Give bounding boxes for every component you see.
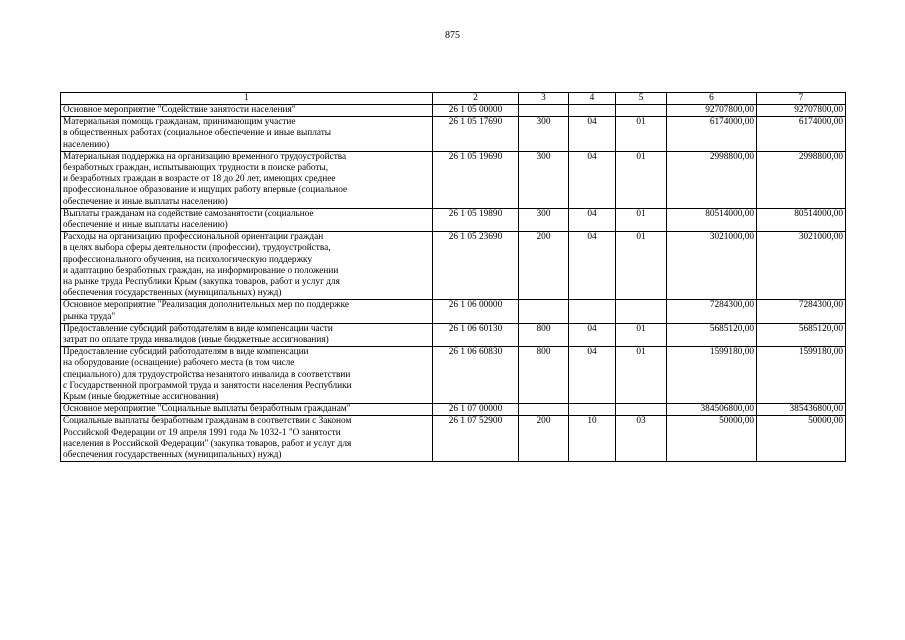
subsection-cell: 01: [616, 323, 667, 346]
section-cell: 10: [569, 416, 616, 462]
table-row: [61, 208, 846, 231]
column-header-7: 7: [757, 93, 846, 105]
subsection-cell: 03: [616, 416, 667, 462]
amount-year2-cell: 6174000,00: [757, 117, 846, 152]
subsection-cell: 01: [616, 232, 667, 300]
target-code-cell: 26 1 05 00000: [433, 105, 519, 117]
amount-year1-cell: 92707800,00: [667, 105, 757, 117]
column-header-6: 6: [667, 93, 757, 105]
page-number: 875: [445, 30, 460, 41]
column-header-1: 1: [61, 93, 433, 105]
expense-name-cell: Расходы на организацию профессиональной ориентации граждан в целях выбора сферы деятельности (профессии), трудоустройства, профессионального обучения, на психологическую поддержку и адаптацию безработных граждан, на информирование о положении на рынке труда Республики Крым (закупка товаров, работ и услуг для обеспечения государственных (муниципальных) нужд): [61, 232, 433, 300]
amount-year2-cell: 3021000,00: [757, 232, 846, 300]
section-cell: 04: [569, 117, 616, 152]
expense-name-cell: Основное мероприятие "Социальные выплаты безработным гражданам": [61, 404, 433, 416]
column-header-3: 3: [519, 93, 569, 105]
section-cell: [569, 404, 616, 416]
table-row: [61, 416, 846, 462]
target-code-cell: 26 1 07 52900: [433, 416, 519, 462]
target-code-cell: 26 1 06 60830: [433, 347, 519, 404]
amount-year1-cell: 384506800,00: [667, 404, 757, 416]
subsection-cell: [616, 404, 667, 416]
amount-year2-cell: 385436800,00: [757, 404, 846, 416]
expense-name-cell: Материальная помощь гражданам, принимающим участие в общественных работах (социальное обеспечение и иные выплаты населению): [61, 117, 433, 152]
amount-year1-cell: 50000,00: [667, 416, 757, 462]
target-code-cell: 26 1 06 00000: [433, 300, 519, 323]
amount-year2-cell: 50000,00: [757, 416, 846, 462]
expense-type-cell: 300: [519, 117, 569, 152]
table-row: [61, 117, 846, 152]
target-code-cell: 26 1 05 19890: [433, 208, 519, 231]
expense-type-cell: 800: [519, 323, 569, 346]
expense-type-cell: [519, 300, 569, 323]
amount-year1-cell: 1599180,00: [667, 347, 757, 404]
expense-type-cell: 800: [519, 347, 569, 404]
expense-name-cell: Социальные выплаты безработным гражданам в соответствии с Законом Российской Федерации от 19 апреля 1991 года № 1032-1 "О занятости населения в Российской Федерации" (закупка товаров, работ и услуг для обеспечения государственных (муниципальных) нужд): [61, 416, 433, 462]
section-cell: 04: [569, 347, 616, 404]
amount-year2-cell: 2998800,00: [757, 151, 846, 208]
table-row: [61, 347, 846, 404]
expense-name-cell: Выплаты гражданам на содействие самозанятости (социальное обеспечение и иные выплаты населению): [61, 208, 433, 231]
subsection-cell: 01: [616, 208, 667, 231]
expense-name-cell: Основное мероприятие "Реализация дополнительных мер по поддержке рынка труда": [61, 300, 433, 323]
table-row: [61, 323, 846, 346]
amount-year1-cell: 7284300,00: [667, 300, 757, 323]
table-row: [61, 404, 846, 416]
expense-name-cell: Предоставление субсидий работодателям в виде компенсации части затрат по оплате труда инвалидов (иные бюджетные ассигнования): [61, 323, 433, 346]
expense-type-cell: [519, 105, 569, 117]
expense-type-cell: [519, 404, 569, 416]
expense-name-cell: Предоставление субсидий работодателям в виде компенсации на оборудование (оснащение) рабочего места (в том числе специального) для трудоустройства незанятого инвалида в соответствии с Государственной программой труда и занятости населения Республики Крым (иные бюджетные ассигнования): [61, 347, 433, 404]
column-header-2: 2: [433, 93, 519, 105]
amount-year2-cell: 5685120,00: [757, 323, 846, 346]
subsection-cell: 01: [616, 347, 667, 404]
section-cell: 04: [569, 232, 616, 300]
amount-year2-cell: 92707800,00: [757, 105, 846, 117]
target-code-cell: 26 1 05 19690: [433, 151, 519, 208]
amount-year1-cell: 6174000,00: [667, 117, 757, 152]
amount-year1-cell: 5685120,00: [667, 323, 757, 346]
section-cell: 04: [569, 151, 616, 208]
subsection-cell: [616, 105, 667, 117]
subsection-cell: 01: [616, 117, 667, 152]
amount-year1-cell: 80514000,00: [667, 208, 757, 231]
column-header-4: 4: [569, 93, 616, 105]
table-row: [61, 105, 846, 117]
budget-table: [60, 92, 846, 462]
header-row: [61, 93, 846, 105]
expense-type-cell: 200: [519, 232, 569, 300]
expense-name-cell: Основное мероприятие "Содействие занятости населения": [61, 105, 433, 117]
amount-year2-cell: 7284300,00: [757, 300, 846, 323]
expense-type-cell: 200: [519, 416, 569, 462]
subsection-cell: 01: [616, 151, 667, 208]
section-cell: [569, 300, 616, 323]
expense-type-cell: 300: [519, 208, 569, 231]
expense-type-cell: 300: [519, 151, 569, 208]
amount-year1-cell: 2998800,00: [667, 151, 757, 208]
amount-year1-cell: 3021000,00: [667, 232, 757, 300]
section-cell: [569, 105, 616, 117]
table-row: [61, 232, 846, 300]
amount-year2-cell: 1599180,00: [757, 347, 846, 404]
section-cell: 04: [569, 208, 616, 231]
table-row: [61, 300, 846, 323]
amount-year2-cell: 80514000,00: [757, 208, 846, 231]
table-row: [61, 151, 846, 208]
column-header-5: 5: [616, 93, 667, 105]
target-code-cell: 26 1 05 23690: [433, 232, 519, 300]
target-code-cell: 26 1 06 60130: [433, 323, 519, 346]
target-code-cell: 26 1 05 17690: [433, 117, 519, 152]
subsection-cell: [616, 300, 667, 323]
expense-name-cell: Материальная поддержка на организацию временного трудоустройства безработных граждан, испытывающих трудности в поиске работы, и безработных граждан в возрасте от 18 до 20 лет, имеющих среднее профессиональное образование и ищущих работу впервые (социальное обеспечение и иные выплаты населению): [61, 151, 433, 208]
target-code-cell: 26 1 07 00000: [433, 404, 519, 416]
section-cell: 04: [569, 323, 616, 346]
